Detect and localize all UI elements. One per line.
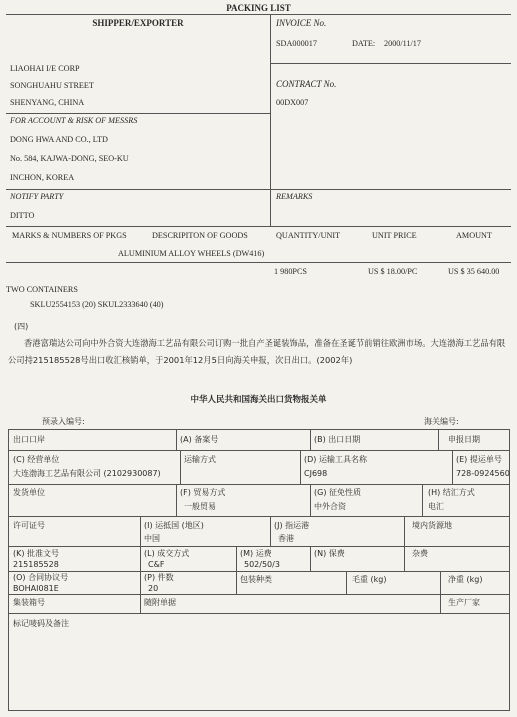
source-place-label: 境内货源地 [412, 521, 452, 530]
approval-value: 215185528 [13, 560, 59, 569]
notify-value: DITTO [10, 211, 35, 220]
export-date-label: (B) 出口日期 [314, 435, 361, 444]
account-label: FOR ACCOUNT & RISK OF MESSRS [10, 116, 138, 125]
bl-value: 728-0924560 [456, 469, 510, 478]
tax-nature-label: (G) 征免性质 [314, 488, 361, 497]
approval-label: (K) 批准文号 [13, 549, 60, 558]
column-unit-price: UNIT PRICE [372, 231, 417, 240]
date-label: DATE: [352, 39, 376, 48]
notify-label: NOTIFY PARTY [10, 192, 64, 201]
invoice-no: SDA000017 [276, 39, 317, 48]
preentry-label: 预录入编号: [42, 417, 85, 426]
shipper-line-1: LIAOHAI I/E CORP [10, 64, 80, 73]
freight-label: (M) 运费 [240, 549, 272, 558]
dest-port-value: 香港 [278, 534, 294, 543]
account-line-1: DONG HWA AND CO., LTD [10, 135, 108, 144]
section-number: (四) [14, 322, 29, 331]
invoice-label: INVOICE No. [276, 18, 327, 28]
settle-value: 电汇 [428, 502, 444, 511]
freight-value: 502/50/3 [244, 560, 280, 569]
goods-description: ALUMINIUM ALLOY WHEELS (DW416) [118, 249, 265, 258]
marks-remarks-label: 标记唛码及备注 [13, 619, 69, 628]
quantity: 1 980PCS [274, 267, 307, 276]
column-amount: AMOUNT [456, 231, 492, 240]
customs-no-label: 海关编号: [424, 417, 459, 426]
container-numbers: SKLU2554153 (20) SKUL2333640 (40) [30, 300, 164, 309]
dest-country-value: 中国 [144, 534, 160, 543]
pieces-label: (P) 件数 [144, 573, 174, 582]
packing-list-title: PACKING LIST [226, 3, 291, 13]
declare-date-label: 申报日期 [448, 435, 480, 444]
container-no-label: 集装箱号 [13, 598, 45, 607]
declaration-title: 中华人民共和国海关出口货物报关单 [190, 395, 327, 405]
operator-label: (C) 经营单位 [13, 455, 60, 464]
column-description: DESCRIPITON OF GOODS [152, 231, 248, 240]
unit-price: US $ 18.00/PC [368, 267, 418, 276]
misc-fee-label: 杂费 [412, 549, 428, 558]
export-port-label: 出口口岸 [13, 435, 45, 444]
dest-country-label: (I) 运抵国 (地区) [144, 521, 204, 530]
shipper-line-2: SONGHUAHU STREET [10, 81, 94, 90]
shipper-line-3: SHENYANG, CHINA [10, 98, 85, 107]
insurance-label: (N) 保费 [314, 549, 345, 558]
remarks-label: REMARKS [276, 192, 313, 201]
date-value: 2000/11/17 [384, 39, 421, 48]
trade-mode-label: (F) 贸易方式 [180, 488, 226, 497]
gross-weight-label: 毛重 (kg) [352, 575, 387, 584]
containers-label: TWO CONTAINERS [6, 285, 78, 294]
terms-label: (L) 成交方式 [144, 549, 190, 558]
contract-no-value: BOHAI081E [13, 584, 59, 593]
tax-nature-value: 中外合资 [314, 502, 346, 511]
license-label: 许可证号 [13, 521, 45, 530]
trade-mode-value: 一般贸易 [184, 502, 216, 511]
transport-name-label: (D) 运输工具名称 [304, 455, 367, 464]
dest-port-label: (J) 指运港 [274, 521, 310, 530]
manufacturer-label: 生产厂家 [448, 598, 480, 607]
terms-value: C&F [148, 560, 165, 569]
consignor-label: 发货单位 [13, 488, 45, 497]
bl-label: (E) 提运单号 [456, 455, 502, 464]
account-line-2: No. 584, KAJWA-DONG, SEO-KU [10, 154, 129, 163]
operator-value: 大连渤海工艺品有限公司 (2102930087) [13, 469, 161, 478]
contract-no-label: (O) 合同协议号 [13, 573, 69, 582]
transport-name-value: CJ698 [304, 469, 328, 478]
column-quantity: QUANTITY/UNIT [276, 231, 341, 240]
column-marks: MARKS & NUMBERS OF PKGS [12, 231, 127, 240]
transport-mode-label: 运输方式 [184, 455, 216, 464]
documents-label: 随附单据 [144, 598, 176, 607]
amount: US $ 35 640.00 [448, 267, 500, 276]
package-type-label: 包装种类 [240, 575, 272, 584]
section-paragraph: 香港富瑞达公司向中外合资大连渤海工艺品有限公司订购一批自产圣诞装饰品，准备在圣诞节前销往欧洲市场。大连渤海工艺品有限公司持215185528号出口收汇核销单，于2001年12月5日向海关申报，次日出口。(2002年) [8, 338, 506, 365]
contract-label: CONTRACT No. [276, 79, 337, 89]
settle-label: (H) 结汇方式 [428, 488, 475, 497]
account-line-3: INCHON, KOREA [10, 173, 75, 182]
contract-no: 00DX007 [276, 98, 309, 107]
shipper-header: SHIPPER/EXPORTER [92, 18, 184, 28]
net-weight-label: 净重 (kg) [448, 575, 483, 584]
pieces-value: 20 [148, 584, 159, 593]
record-no-label: (A) 备案号 [180, 435, 219, 444]
